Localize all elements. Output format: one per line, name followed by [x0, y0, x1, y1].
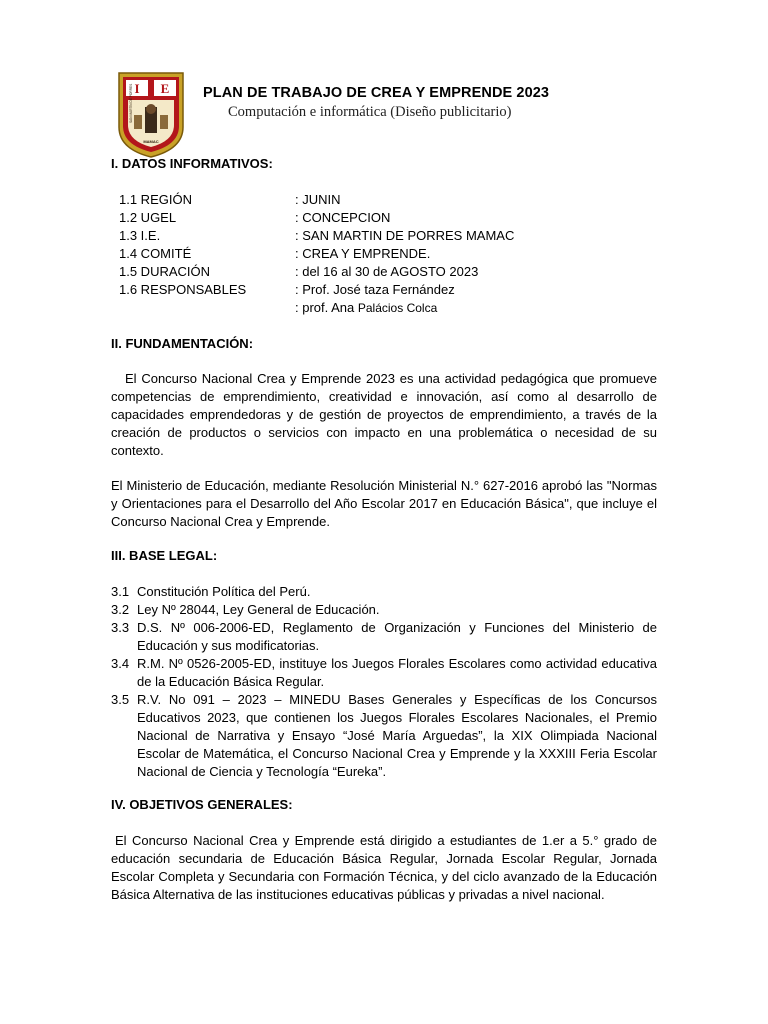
paragraph-fundamentacion-1: El Concurso Nacional Crea y Emprende 2023 es una actividad pedagógica que promueve competencias de emprendimiento, creatividad e innovación, así como al desarrollo de capacidades emprendedoras y de gestión de proyectos de emprendimiento, a través de la creación de productos o servicios con impacto en una problemática o necesidad de su contexto. [111, 371, 657, 458]
paragraph-fundamentacion-2: El Ministerio de Educación, mediante Resolución Ministerial N.° 627-2016 aprobó las "Normas y Orientaciones para el Desarrollo del Año Escolar 2017 en Educación Básica", que incluye el Concurso Nacional Crea y Emprende. [111, 478, 657, 529]
list-item-text: R.M. Nº 0526-2005-ED, instituye los Juegos Florales Escolares como actividad educativa de la Educación Básica Regular. [137, 656, 657, 689]
list-item-text: Constitución Política del Perú. [137, 584, 311, 599]
list-item [111, 601, 657, 619]
crest-letter-e: E [160, 81, 170, 96]
list-item-number: 3.3 [111, 620, 130, 635]
list-item-number: 3.2 [111, 602, 130, 617]
info-label: 1.5 DURACIÓN [119, 264, 211, 279]
list-item-number: 3.1 [111, 584, 130, 599]
info-value: : CONCEPCION [295, 210, 391, 225]
info-value-continued: : prof. Ana Palácios Colca [295, 300, 438, 315]
crest-footer: MAMAC [143, 139, 159, 144]
list-item-number: 3.5 [111, 692, 130, 707]
list-item [111, 655, 657, 691]
list-item-text: D.S. Nº 006-2006-ED, Reglamento de Organización y Funciones del Ministerio de Educación y sus modificatorias. [137, 620, 657, 653]
section-heading-base-legal: III. BASE LEGAL: [111, 548, 218, 563]
info-value: : SAN MARTIN DE PORRES MAMAC [295, 228, 515, 243]
crest-text: SAN MARTIN DE PORRES [129, 83, 133, 123]
section-heading-datos: I. DATOS INFORMATIVOS: [111, 156, 273, 171]
info-value: : Prof. José taza Fernández [295, 282, 455, 297]
list-item-text: R.V. No 091 – 2023 – MINEDU Bases Generales y Específicas de los Concursos Educativos 2023, que contienen los Juegos Florales Escolares Nacionales, el Premio Nacional de Narrativa y Ensayo “José María Arguedas”, la XIX Olimpiada Nacional Escolar de Matemática, el Concurso Nacional Crea y Emprende y la XXXIII Feria Escolar Nacional de Ciencia y Tecnología “Eureka”. [137, 692, 657, 779]
crest-letter-i: I [134, 81, 140, 96]
list-item-text: Ley Nº 28044, Ley General de Educación. [137, 602, 380, 617]
section-heading-objetivos: IV. OBJETIVOS GENERALES: [111, 797, 293, 812]
info-value: : CREA Y EMPRENDE. [295, 246, 431, 261]
legal-list [111, 583, 657, 781]
document-title: PLAN DE TRABAJO DE CREA Y EMPRENDE 2023 [203, 85, 550, 101]
document-subtitle: Computación e informática (Diseño publicitario) [228, 104, 512, 120]
paragraph-objetivos-1: El Concurso Nacional Crea y Emprende está dirigido a estudiantes de 1.er a 5.° grado de educación secundaria de Educación Básica Regular, Jornada Escolar Regular, Jornada Escolar Completa y Secundaria con Formación Técnica, y del ciclo avanzado de la Educación Básica Alternativa de las instituciones educativas públicas y privadas a nivel nacional. [111, 833, 657, 902]
info-value: : del 16 al 30 de AGOSTO 2023 [295, 264, 479, 279]
list-item-number: 3.4 [111, 656, 130, 671]
info-label: 1.2 UGEL [119, 210, 177, 225]
section-heading-fundamentacion: II. FUNDAMENTACIÓN: [111, 336, 254, 351]
list-item [111, 583, 657, 601]
school-crest-logo [116, 71, 186, 159]
list-item [111, 691, 657, 781]
info-value: : JUNIN [295, 192, 341, 207]
list-item [111, 619, 657, 655]
info-label: 1.3 I.E. [119, 228, 161, 243]
info-label: 1.4 COMITÉ [119, 246, 192, 261]
info-label: 1.6 RESPONSABLES [119, 282, 247, 297]
info-label: 1.1 REGIÓN [119, 192, 192, 207]
